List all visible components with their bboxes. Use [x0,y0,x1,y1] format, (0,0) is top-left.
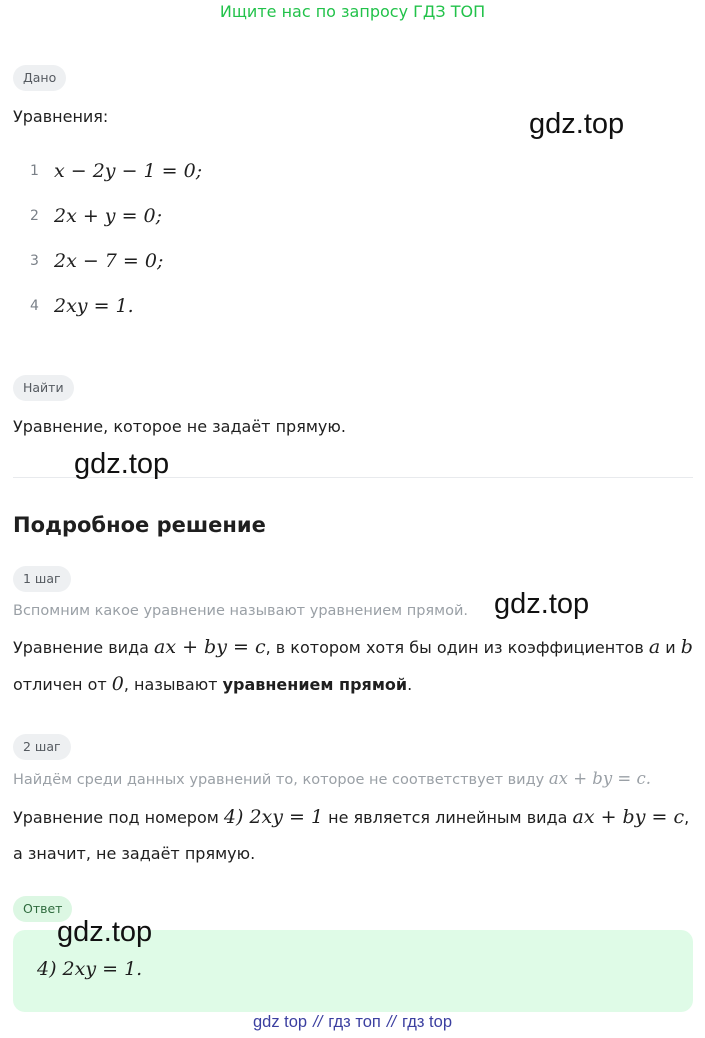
footer-link-gdz-top-ru[interactable]: гдз топ [328,1013,381,1031]
equation-number: 2 [30,208,39,224]
given-intro: Уравнения: [13,107,109,126]
step1-coef-a: a [648,636,661,658]
step1-badge: 1 шаг [13,566,71,592]
watermark: gdz.top [57,916,153,948]
answer-value: 4) 2xy = 1. [37,958,143,980]
footer-link-gdz-top-mixed[interactable]: гдз top [402,1013,452,1031]
find-badge: Найти [13,375,74,401]
step1-line2 [13,673,412,696]
watermark: gdz.top [494,588,590,620]
step1-line2-text-b: , называют [123,675,223,694]
step2-line1-text-a: Уравнение под номером [13,808,224,827]
equation-row [30,293,134,319]
step2-line2: а значит, не задаёт прямую. [13,844,256,863]
watermark: gdz.top [529,108,625,140]
equation-row [30,203,162,229]
step1-line1-formula: ax + by = c [154,636,266,658]
step1-line1 [13,636,693,659]
step1-line2-text-a: отличен от [13,675,112,694]
equation-number: 1 [30,163,39,179]
watermark: gdz.top [74,448,170,480]
step2-line1-formula: 4) 2xy = 1 [223,806,324,828]
step2-line1 [13,806,689,829]
step1-term-bold: уравнением прямой [222,675,408,694]
footer-separator: // [313,1013,323,1031]
find-text: Уравнение, которое не задаёт прямую. [13,417,346,436]
step1-coef-b: b [680,636,693,658]
step2-badge: 2 шаг [13,734,71,760]
step1-line2-end: . [407,675,413,694]
step1-hint: Вспомним какое уравнение называют уравнением прямой. [13,603,468,619]
equation-expression: x − 2y − 1 = 0; [54,160,203,182]
step2-hint-text: Найдём среди данных уравнений то, которое не соответствует виду [13,772,549,788]
step1-and: и [660,638,681,657]
equation-expression: 2x + y = 0; [54,205,163,227]
step1-line1-text-a: Уравнение вида [13,638,155,657]
footer [0,1013,705,1032]
answer-badge: Ответ [13,896,72,922]
top-banner: Ищите нас по запросу ГДЗ ТОП [219,2,486,21]
step1-zero: 0 [111,673,124,695]
equation-row [30,248,163,274]
step2-hint [13,769,651,790]
step2-hint-formula: ax + by = c. [548,769,651,788]
step2-line1-text-b: не является линейным вида [323,808,573,827]
step2-line1-end: , [684,808,690,827]
solution-title: Подробное решение [13,513,266,537]
footer-link-gdz-top[interactable]: gdz top [252,1013,308,1031]
given-badge: Дано [13,65,66,91]
step1-line1-text-b: , в котором хотя бы один из коэффициентов [265,638,649,657]
footer-separator: // [386,1013,396,1031]
equation-row [30,158,202,184]
equation-number: 3 [30,253,39,269]
step2-line1-formula2: ax + by = c [572,806,685,828]
equation-number: 4 [30,298,39,314]
equation-expression: 2x − 7 = 0; [54,250,164,272]
equation-expression: 2xy = 1. [54,295,134,317]
